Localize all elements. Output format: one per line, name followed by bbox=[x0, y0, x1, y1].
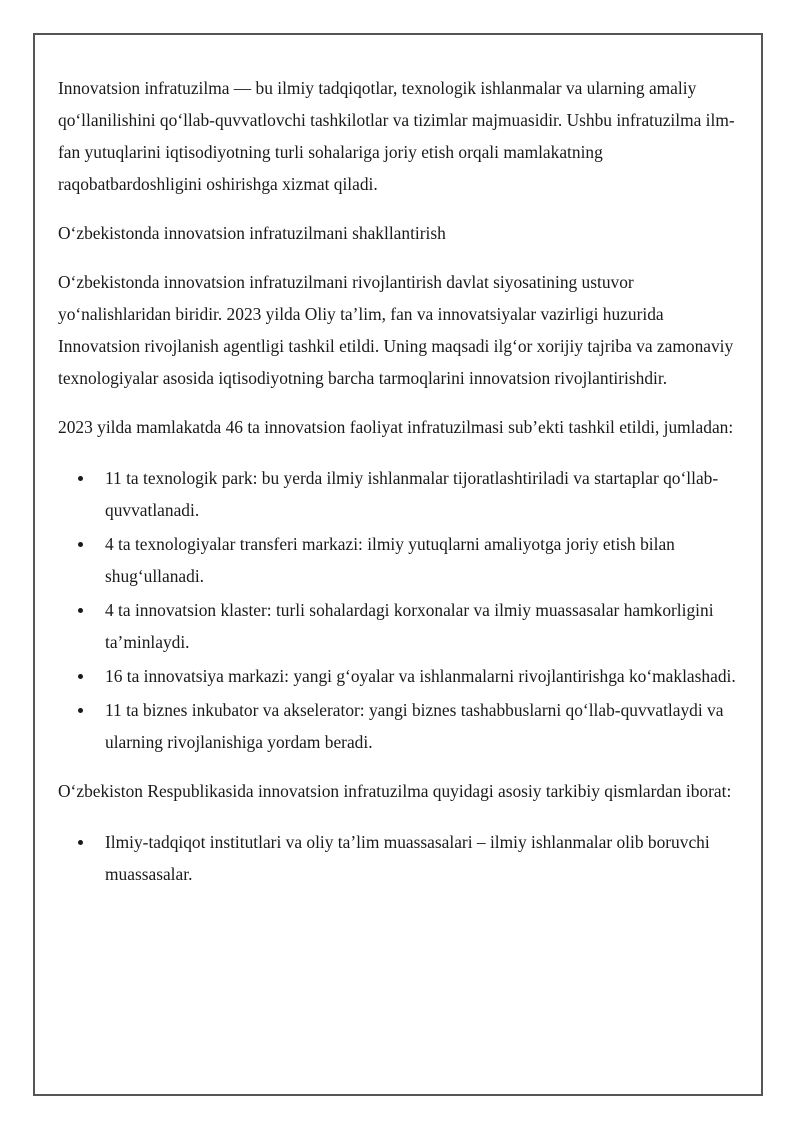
list-item bbox=[58, 462, 738, 526]
list-item-text: 4 ta texnologiyalar transferi markazi: ilmiy yutuqlarni amaliyotga joriy etish bilan shug‘ullanadi. bbox=[105, 534, 675, 586]
list-item-text: 11 ta biznes inkubator va akselerator: yangi biznes tashabbuslarni qo‘llab-quvvatlaydi va ularning rivojlanishiga yordam beradi. bbox=[105, 700, 724, 752]
entities-list bbox=[58, 462, 738, 758]
intro-paragraph: Innovatsion infratuzilma — bu ilmiy tadqiqotlar, texnologik ishlanmalar va ularning amaliy qo‘llanilishini qo‘llab-quvvatlovchi tashkilotlar va tizimlar majmuasidir. Ushbu infratuzilma ilm-fan yutuqlarini iqtisodiyotning turli sohalariga joriy etish orqali mamlakatning raqobatbardoshligini oshirishga xizmat qiladi. bbox=[58, 78, 735, 194]
bullet-icon bbox=[78, 674, 83, 679]
list-item-text: 11 ta texnologik park: bu yerda ilmiy ishlanmalar tijoratlashtiriladi va startaplar qo‘llab-quvvatlanadi. bbox=[105, 468, 719, 520]
bullet-icon bbox=[78, 840, 83, 845]
list-item bbox=[58, 660, 738, 692]
policy-paragraph: O‘zbekistonda innovatsion infratuzilmani rivojlantirish davlat siyosatining ustuvor yo‘nalishlaridan biridir. 2023 yilda Oliy ta’lim, fan va innovatsiyalar vazirligi huzurida Innovatsion rivojlanish agentligi tashkil etildi. Uning maqsadi ilg‘or xorijiy tajriba va zamonaviy texnologiyalar asosida iqtisodiyotning barcha tarmoqlarini innovatsion rivojlantirishdir. bbox=[58, 272, 734, 388]
bullet-icon bbox=[78, 608, 83, 613]
components-intro-paragraph: O‘zbekiston Respublikasida innovatsion infratuzilma quyidagi asosiy tarkibiy qismlardan iborat: bbox=[58, 781, 732, 801]
list-item bbox=[58, 694, 738, 758]
list-item-text: Ilmiy-tadqiqot institutlari va oliy ta’lim muassasalari – ilmiy ishlanmalar olib boruvchi muassasalar. bbox=[105, 832, 710, 884]
list-item-text: 4 ta innovatsion klaster: turli sohalardagi korxonalar va ilmiy muassasalar hamkorligini ta’minlaydi. bbox=[105, 600, 714, 652]
list-item bbox=[58, 528, 738, 592]
list-item bbox=[58, 826, 738, 890]
section-heading: O‘zbekistonda innovatsion infratuzilmani shakllantirish bbox=[58, 223, 446, 243]
components-list bbox=[58, 826, 738, 890]
list-item bbox=[58, 594, 738, 658]
bullet-icon bbox=[78, 542, 83, 547]
bullet-icon bbox=[78, 476, 83, 481]
list-item-text: 16 ta innovatsiya markazi: yangi g‘oyalar va ishlanmalarni rivojlantirishga ko‘maklashadi. bbox=[105, 666, 736, 686]
document-body bbox=[58, 72, 738, 907]
bullet-icon bbox=[78, 708, 83, 713]
entities-intro-paragraph: 2023 yilda mamlakatda 46 ta innovatsion faoliyat infratuzilmasi sub’ekti tashkil etildi, jumladan: bbox=[58, 417, 734, 437]
